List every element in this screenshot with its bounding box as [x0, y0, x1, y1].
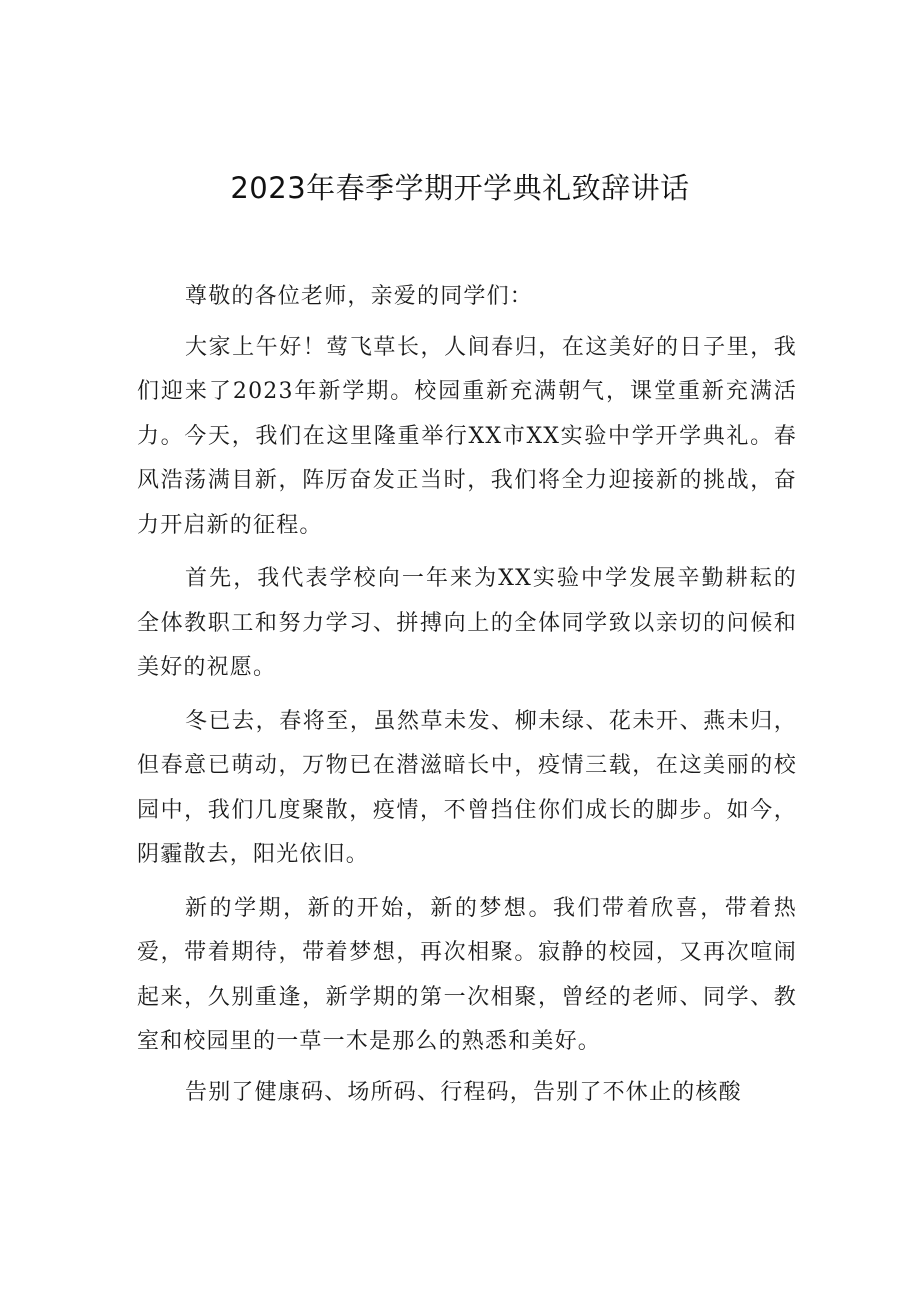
paragraph-salutation: 尊敬的各位老师，亲爱的同学们：: [185, 284, 534, 309]
paragraph-farewell: 告别了健康码、场所码、行程码，告别了不休止的核酸: [185, 1079, 742, 1105]
paragraph-greeting: 大家上午好！莺飞草长，人间春归，在这美好的日子里，我们迎来了2023年新学期。校园重新充满朝气，课堂重新充满活力。今天，我们在这里隆重举行XX市XX实验中学开学典礼。春风浩荡满目新，阵厉奋发正当时，我们将全力迎接新的挑战，奋力开启新的征程。: [137, 334, 797, 538]
paragraph-thanks: 首先，我代表学校向一年来为XX实验中学发展辛勤耕耘的全体教职工和努力学习、拼搏向上的全体同学致以亲切的问候和美好的祝愿。: [137, 566, 797, 680]
document-title: 2023年春季学期开学典礼致辞讲话: [230, 171, 690, 205]
paragraph-new-semester: 新的学期，新的开始，新的梦想。我们带着欣喜，带着热爱，带着期待，带着梦想，再次相聚。寂静的校园，又再次喧闹起来，久别重逢，新学期的第一次相聚，曾经的老师、同学、教室和校园里的一草一木是那么的熟悉和美好。: [137, 895, 797, 1054]
document-body: [137, 275, 797, 1115]
paragraph-spring: 冬已去，春将至，虽然草未发、柳未绿、花未开、燕未归，但春意已萌动，万物已在潜滋暗长中，疫情三载，在这美丽的校园中，我们几度聚散，疫情，不曾挡住你们成长的脚步。如今，阴霾散去，阳光依旧。: [137, 708, 797, 867]
